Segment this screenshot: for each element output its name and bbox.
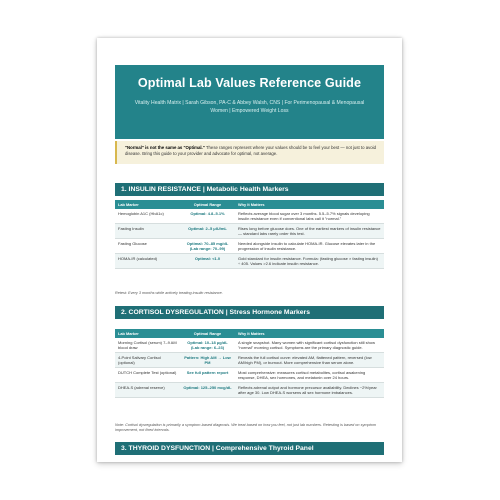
why-it-matters: Reveals the full cortisol curve: elevated AM, flattened pattern, reversed (low AM/high PM), or burnout. More comprehensive than serum alone. xyxy=(235,353,384,368)
lab-marker: Fasting Glucose xyxy=(115,239,180,254)
why-it-matters: Reflects average blood sugar over 3 months. 5.5–5.7% signals developing insulin resistance even if conventional labs call it "normal." xyxy=(235,209,384,224)
page-subtitle: Vitality Health Matrix | Sarah Gibson, PA-C & Abbey Walsh, CNS | For Perimenopausal & Menopausal Women | Empowered Weight Loss xyxy=(134,100,365,114)
cortisol-table xyxy=(115,329,384,398)
lab-marker: Fasting Insulin xyxy=(115,224,180,239)
section-heading-insulin: 1. INSULIN RESISTANCE | Metabolic Health Markers xyxy=(115,183,384,196)
optimal-range: Optimal: 10–18 μg/dL (Lab range: 6–23) xyxy=(180,338,235,353)
lab-marker: HOMA-IR (calculated) xyxy=(115,254,180,269)
optimal-range: See full pattern report xyxy=(180,368,235,383)
optimal-range: Pattern: High AM → Low PM xyxy=(180,353,235,368)
why-it-matters: Needed alongside insulin to calculate HOMA-IR. Glucose elevates later in the progression of insulin resistance. xyxy=(235,239,384,254)
lab-marker: DUTCH Complete Test (optional) xyxy=(115,368,180,383)
lab-marker: Morning Cortisol (serum) 7–9 AM blood draw xyxy=(115,338,180,353)
table-row xyxy=(115,383,384,398)
insulin-retest-note: Retest: Every 3 months while actively treating insulin resistance. xyxy=(115,291,223,295)
title-banner xyxy=(115,65,384,139)
optimal-notice xyxy=(115,141,384,164)
cortisol-note: Note: Cortisol dysregulation is primarily a symptom-based diagnosis. We treat based on how you feel, not just lab numbers. Retesting is based on symptom improvement, not fixed intervals. xyxy=(115,423,376,432)
lab-marker: Hemoglobin A1C (HbA1c) xyxy=(115,209,180,224)
notice-heading: "Normal" is not the same as "Optimal." xyxy=(125,145,205,150)
table-row xyxy=(115,209,384,224)
table-row xyxy=(115,224,384,239)
optimal-range: Optimal: 4.8–5.1% xyxy=(180,209,235,224)
column-header-range: Optimal Range xyxy=(180,200,235,209)
table-row xyxy=(115,353,384,368)
column-header-marker: Lab Marker xyxy=(115,329,180,338)
column-header-marker: Lab Marker xyxy=(115,200,180,209)
table-row xyxy=(115,254,384,269)
section-heading-cortisol: 2. CORTISOL DYSREGULATION | Stress Hormone Markers xyxy=(115,306,384,319)
why-it-matters: A single snapshot. Many women with significant cortisol dysfunction still show "normal" morning cortisol. Symptoms are the primary diagnostic guide. xyxy=(235,338,384,353)
why-it-matters: Rises long before glucose does. One of the earliest markers of insulin resistance — standard labs rarely order this test. xyxy=(235,224,384,239)
why-it-matters: Most comprehensive: measures cortisol metabolites, cortisol awakening response, DHEA, sex hormones, and melatonin over 24 hours. xyxy=(235,368,384,383)
why-it-matters: Reflects adrenal output and hormone precursor availability. Declines ~2%/year after age 30. Low DHEA-S worsens all sex hormone imbalances. xyxy=(235,383,384,398)
optimal-range: Optimal: 125–250 mcg/dL xyxy=(180,383,235,398)
optimal-range: Optimal: 2–5 μIU/mL xyxy=(180,224,235,239)
column-header-why: Why It Matters xyxy=(235,200,384,209)
table-row xyxy=(115,368,384,383)
table-header-row xyxy=(115,200,384,209)
notice-text: These ranges represent where your values should be to feel your best — not just to avoid disease. Bring this guide to your provider and advocate for optimal, not average. xyxy=(125,145,376,156)
why-it-matters: Gold standard for insulin resistance. Formula: (fasting glucose × fasting insulin) ÷ 405. Values >2.6 indicate insulin resistance. xyxy=(235,254,384,269)
lab-marker: 4-Point Salivary Cortisol (optional) xyxy=(115,353,180,368)
column-header-range: Optimal Range xyxy=(180,329,235,338)
column-header-why: Why It Matters xyxy=(235,329,384,338)
table-row xyxy=(115,338,384,353)
optimal-range: Optimal: <1.0 xyxy=(180,254,235,269)
document-page xyxy=(97,38,402,462)
page-title: Optimal Lab Values Reference Guide xyxy=(137,76,362,90)
section-heading-thyroid: 3. THYROID DYSFUNCTION | Comprehensive Thyroid Panel xyxy=(115,442,384,455)
table-header-row xyxy=(115,329,384,338)
table-row xyxy=(115,239,384,254)
optimal-range: Optimal: 70–85 mg/dL (Lab range: 70–99) xyxy=(180,239,235,254)
lab-marker: DHEA-S (adrenal reserve) xyxy=(115,383,180,398)
insulin-table xyxy=(115,200,384,269)
